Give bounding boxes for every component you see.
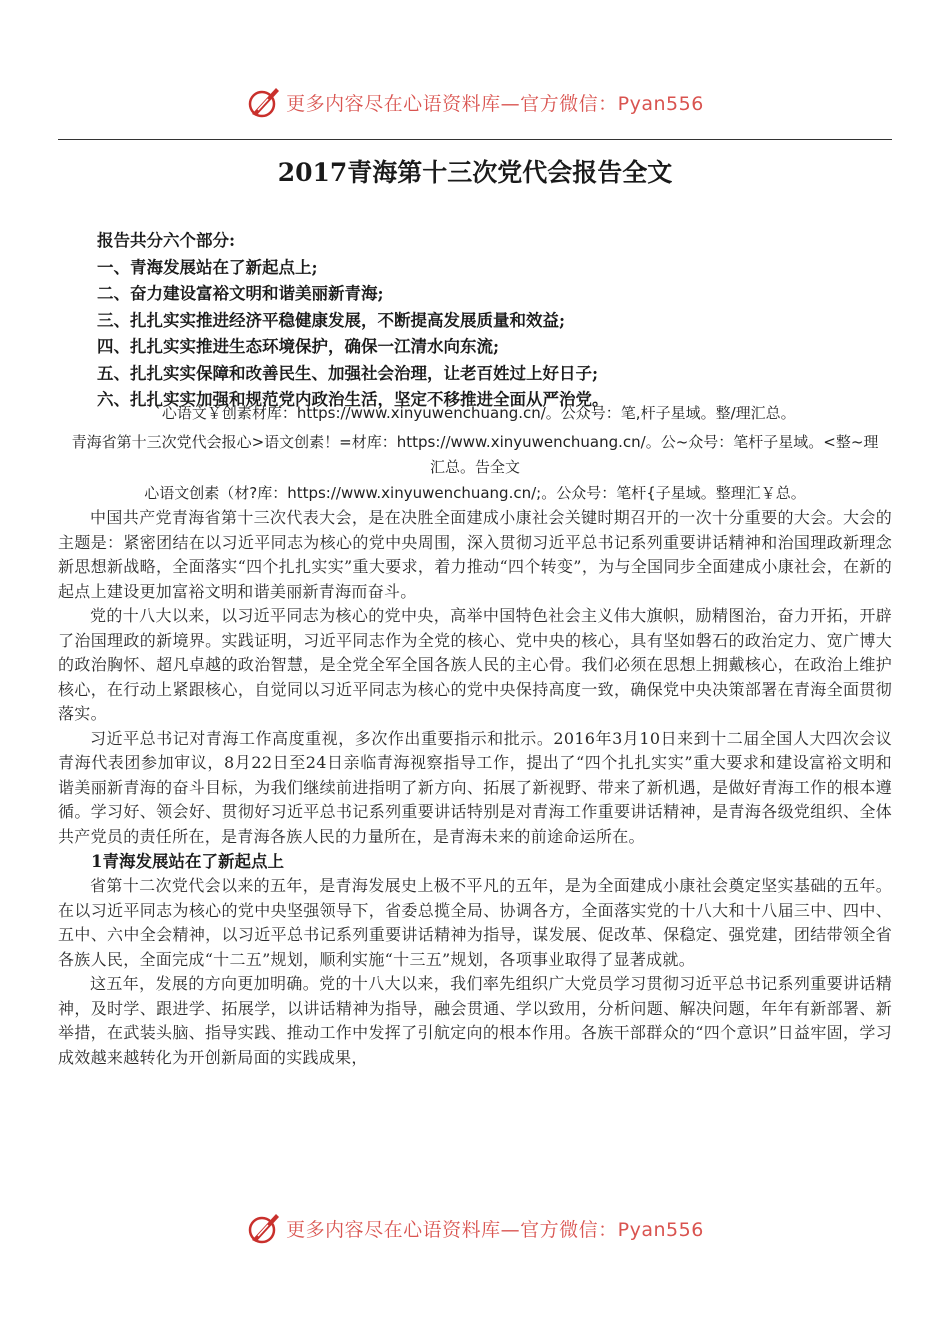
body-paragraph: 习近平总书记对青海工作高度重视，多次作出重要指示和批示。2016年3月10日来到十二届全国人大四次会议青海代表团参加审议，8月22日至24日亲临青海视察指导工作，提出了“四个扎扎实实”重大要求和建设富裕文明和谐美丽新青海的奋斗目标，为我们继续前进指明了新方向、拓展了新视野、带来了新机遇，是做好青海工作的根本遵循。学习好、领会好、贯彻好习近平总书记系列重要讲话特别是对青海工作重要讲话精神，是青海各级党组织、全体共产党员的责任所在，是青海各族人民的力量所在，是青海未来的前途命运所在。 — [58, 728, 892, 846]
body-paragraph: 省第十二次党代会以来的五年，是青海发展史上极不平凡的五年，是为全面建成小康社会奠定坚实基础的五年。在以习近平同志为核心的党中央坚强领导下，省委总揽全局、协调各方，全面落实党的十八大和十八届三中、四中、五中、六中全会精神，以习近平总书记系列重要讲话精神为指导，谋发展、促改革、保稳定、强党建，团结带领全省各族人民，全面完成“十二五”规划，顺利实施“十三五”规划，各项事业取得了显著成就。 — [58, 876, 892, 969]
body-paragraph: 党的十八大以来，以习近平同志为核心的党中央，高举中国特色社会主义伟大旗帜，励精图治，奋力开拓，开辟了治国理政的新境界。实践证明，习近平同志作为全党的核心、党中央的核心，具有坚如磐石的政治定力、宽广博大的政治胸怀、超凡卓越的政治智慧，是全党全军全国各族人民的主心骨。我们必须在思想上拥戴核心，在政治上维护核心，在行动上紧跟核心，自觉同以习近平同志为核心的党中央保持高度一致，确保党中央决策部署在青海全面贯彻落实。 — [58, 606, 892, 723]
toc-item: 二、奋力建设富裕文明和谐美丽新青海; — [97, 284, 384, 303]
header-banner — [0, 82, 950, 122]
toc-item: 一、青海发展站在了新起点上; — [97, 257, 318, 277]
toc-item: 五、扎扎实实保障和改善民生、加强社会治理，让老百姓过上好日子; — [97, 363, 599, 383]
watermark-line: 心语文创素（材?库：https://www.xinyuwenchuang.cn/;。公众号：笔杆{子星域。整理汇￥总。 — [144, 484, 806, 502]
banner-text: 更多内容尽在心语资料库—官方微信：Pyan556 — [286, 1218, 704, 1241]
body-paragraph: 中国共产党青海省第十三次代表大会，是在决胜全面建成小康社会关键时期召开的一次十分重要的大会。大会的主题是：紧密团结在以习近平同志为核心的党中央周围，深入贯彻习近平总书记系列重要讲话精神和治国理政新理念新思想新战略，全面落实“四个扎扎实实”重大要求，着力推动“四个转变”，为与全国同步全面建成小康社会，在新的起点上建设更加富裕文明和谐美丽新青海而奋斗。 — [58, 508, 892, 601]
watermark-line: 汇总。告全文 — [429, 458, 520, 476]
header-divider — [58, 139, 892, 140]
quill-logo-icon — [246, 84, 282, 120]
watermark-line: 青海省第十三次党代会报心>语文创素！=材库：https://www.xinyuwenchuang.cn/。公~众号：笔杆子星域。<整~理 — [71, 433, 879, 451]
footer-banner — [0, 1208, 950, 1248]
watermark-line: `心语文￥创素材库：https://www.xinyuwenchuang.cn/。公众号：笔,杆子星域。整/理汇总。 — [154, 404, 796, 422]
toc-item: 三、扎扎实实推进经济平稳健康发展，不断提高发展质量和效益; — [97, 310, 566, 330]
toc-intro: 报告共分六个部分: — [97, 231, 236, 250]
toc-item: 六、扎扎实实加强和规范党内政治生活，坚定不移推进全面从严治党。 — [97, 390, 609, 409]
section-heading: 1青海发展站在了新起点上 — [91, 852, 284, 871]
toc-item: 四、扎扎实实推进生态环境保护，确保一江清水向东流; — [97, 337, 500, 356]
table-of-contents — [97, 228, 887, 414]
body-paragraph: 这五年，发展的方向更加明确。党的十八大以来，我们率先组织广大党员学习贯彻习近平总书记系列重要讲话精神，及时学、跟进学、拓展学，以讲话精神为指导，融会贯通、学以致用，分析问题、解决问题，年年有新部署、新举措，在武装头脑、指导实践、推动工作中发挥了引航定向的根本作用。各族干部群众的“四个意识”日益牢固，学习成效越来越转化为开创新局面的实践成果， — [58, 974, 892, 1067]
page-title: 2017青海第十三次党代会报告全文 — [277, 158, 673, 187]
banner-text: 更多内容尽在心语资料库—官方微信：Pyan556 — [286, 92, 704, 115]
report-body — [58, 506, 892, 1070]
quill-logo-icon — [246, 1210, 282, 1246]
